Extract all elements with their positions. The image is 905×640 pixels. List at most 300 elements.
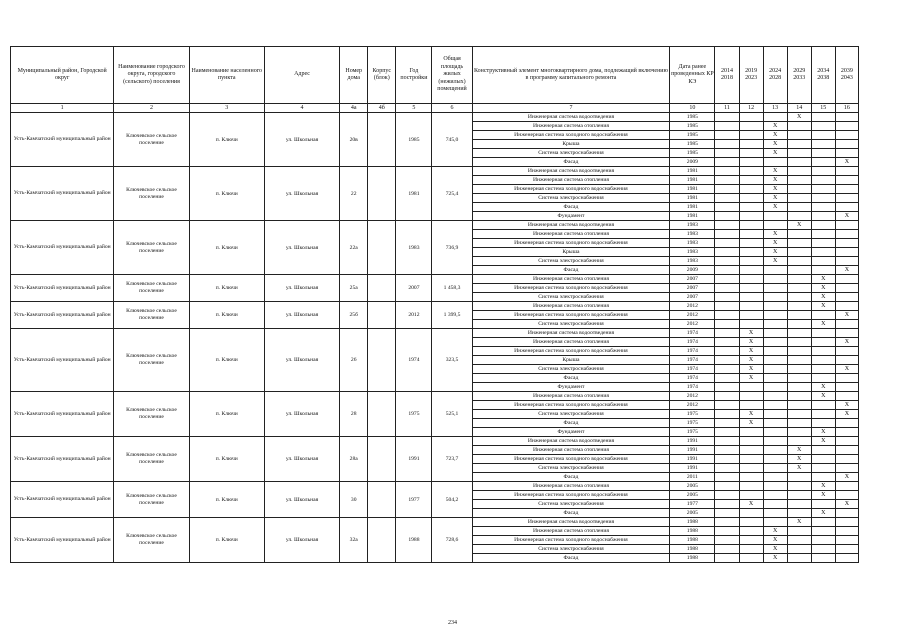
period-cell xyxy=(763,464,787,473)
period-cell xyxy=(739,221,763,230)
address-cell: ул. Школьная xyxy=(264,167,339,221)
period-mark-cell: X xyxy=(763,194,787,203)
prev-date-cell: 2012 xyxy=(670,320,715,329)
column-number: 15 xyxy=(811,104,835,113)
period-mark-cell: X xyxy=(835,365,858,374)
period-cell xyxy=(835,248,858,257)
period-cell xyxy=(739,311,763,320)
period-cell xyxy=(787,383,811,392)
header-row xyxy=(11,47,859,104)
period-cell xyxy=(811,203,835,212)
period-cell xyxy=(787,392,811,401)
period-mark-cell: X xyxy=(739,410,763,419)
period-cell xyxy=(739,401,763,410)
period-cell xyxy=(787,545,811,554)
period-cell xyxy=(787,374,811,383)
element-cell: Инженерная система холодного водоснабжения xyxy=(472,311,670,320)
table-row xyxy=(11,482,859,491)
element-cell: Система электроснабжения xyxy=(472,365,670,374)
prev-date-cell: 1991 xyxy=(670,464,715,473)
period-cell xyxy=(715,230,739,239)
period-cell xyxy=(811,257,835,266)
period-cell xyxy=(715,410,739,419)
period-cell xyxy=(811,122,835,131)
period-cell xyxy=(835,185,858,194)
period-cell xyxy=(811,212,835,221)
prev-date-cell: 1974 xyxy=(670,374,715,383)
settlement-cell: Ключевское сельское поселение xyxy=(114,113,189,167)
period-cell xyxy=(787,527,811,536)
municipal-district-cell: Усть-Камчатский муниципальный район xyxy=(11,221,114,275)
period-mark-cell: X xyxy=(835,500,858,509)
period-cell xyxy=(835,113,858,122)
element-cell: Инженерная система водоотведения xyxy=(472,167,670,176)
period-cell xyxy=(787,122,811,131)
period-cell xyxy=(763,473,787,482)
period-cell xyxy=(811,176,835,185)
period-cell xyxy=(715,509,739,518)
period-cell xyxy=(715,518,739,527)
prev-date-cell: 1975 xyxy=(670,410,715,419)
period-cell xyxy=(811,113,835,122)
period-cell xyxy=(739,293,763,302)
area-cell: 1 458,3 xyxy=(432,275,472,302)
prev-date-cell: 2007 xyxy=(670,293,715,302)
period-mark-cell: X xyxy=(739,356,763,365)
period-cell xyxy=(787,248,811,257)
period-cell xyxy=(715,374,739,383)
table-row xyxy=(11,221,859,230)
period-cell xyxy=(739,302,763,311)
period-cell xyxy=(811,248,835,257)
period-cell xyxy=(835,167,858,176)
settlement-cell: Ключевское сельское поселение xyxy=(114,275,189,302)
period-cell xyxy=(763,356,787,365)
period-cell xyxy=(763,374,787,383)
column-number: 6 xyxy=(432,104,472,113)
prev-date-cell: 2007 xyxy=(670,284,715,293)
period-cell xyxy=(739,446,763,455)
element-cell: Инженерная система отопления xyxy=(472,446,670,455)
period-mark-cell: X xyxy=(763,230,787,239)
period-cell xyxy=(763,437,787,446)
period-mark-cell: X xyxy=(763,257,787,266)
period-cell xyxy=(763,365,787,374)
settlement-cell: Ключевское сельское поселение xyxy=(114,392,189,437)
period-mark-cell: X xyxy=(763,185,787,194)
year-built-cell: 1981 xyxy=(396,167,432,221)
period-cell xyxy=(811,527,835,536)
element-cell: Фасад xyxy=(472,158,670,167)
period-mark-cell: X xyxy=(763,131,787,140)
period-mark-cell: X xyxy=(811,482,835,491)
period-cell xyxy=(787,473,811,482)
period-cell xyxy=(739,140,763,149)
period-mark-cell: X xyxy=(739,329,763,338)
element-cell: Фасад xyxy=(472,509,670,518)
period-cell xyxy=(787,500,811,509)
period-cell xyxy=(715,158,739,167)
period-cell xyxy=(739,545,763,554)
period-cell xyxy=(787,554,811,563)
house-number-cell: 30 xyxy=(340,482,368,518)
period-cell xyxy=(715,266,739,275)
column-number: 14 xyxy=(787,104,811,113)
period-cell xyxy=(835,545,858,554)
period-cell xyxy=(715,491,739,500)
period-cell xyxy=(715,113,739,122)
period-cell xyxy=(715,383,739,392)
period-cell xyxy=(715,176,739,185)
prev-date-cell: 1983 xyxy=(670,239,715,248)
period-mark-cell: X xyxy=(739,338,763,347)
prev-date-cell: 2005 xyxy=(670,482,715,491)
period-cell xyxy=(787,509,811,518)
period-mark-cell: X xyxy=(739,365,763,374)
period-cell xyxy=(787,167,811,176)
building-cell xyxy=(368,275,396,302)
prev-date-cell: 1981 xyxy=(670,203,715,212)
col-prev-date: Дата ранее проведенных КР КЭ xyxy=(670,47,715,104)
period-cell xyxy=(739,464,763,473)
year-built-cell: 1977 xyxy=(396,482,432,518)
year-built-cell: 2012 xyxy=(396,302,432,329)
settlement-cell: Ключевское сельское поселение xyxy=(114,482,189,518)
period-cell xyxy=(763,329,787,338)
period-cell xyxy=(835,230,858,239)
col-area: Общая площадь жилых (нежилых) помещений xyxy=(432,47,472,104)
period-cell xyxy=(787,140,811,149)
period-mark-cell: X xyxy=(763,248,787,257)
period-mark-cell: X xyxy=(763,149,787,158)
period-cell xyxy=(835,275,858,284)
element-cell: Система электроснабжения xyxy=(472,293,670,302)
settlement-cell: Ключевское сельское поселение xyxy=(114,437,189,482)
municipal-district-cell: Усть-Камчатский муниципальный район xyxy=(11,329,114,392)
period-cell xyxy=(715,437,739,446)
capital-repair-table xyxy=(10,46,859,563)
col-locality: Наименование населенного пункта xyxy=(189,47,264,104)
element-cell: Инженерная система водоотведения xyxy=(472,518,670,527)
period-cell xyxy=(715,257,739,266)
address-cell: ул. Школьная xyxy=(264,482,339,518)
period-cell xyxy=(715,338,739,347)
period-cell xyxy=(811,221,835,230)
period-cell xyxy=(811,230,835,239)
period-mark-cell: X xyxy=(763,554,787,563)
locality-cell: п. Ключи xyxy=(189,437,264,482)
period-cell xyxy=(739,230,763,239)
period-mark-cell: X xyxy=(835,410,858,419)
period-cell xyxy=(739,518,763,527)
period-cell xyxy=(811,131,835,140)
col-address: Адрес xyxy=(264,47,339,104)
period-mark-cell: X xyxy=(763,239,787,248)
period-cell xyxy=(835,491,858,500)
prev-date-cell: 1988 xyxy=(670,536,715,545)
period-cell xyxy=(835,347,858,356)
column-number: 7 xyxy=(472,104,670,113)
period-cell xyxy=(739,131,763,140)
period-cell xyxy=(835,176,858,185)
period-cell xyxy=(787,347,811,356)
period-cell xyxy=(787,437,811,446)
locality-cell: п. Ключи xyxy=(189,275,264,302)
column-number: 4а xyxy=(340,104,368,113)
prev-date-cell: 1974 xyxy=(670,383,715,392)
period-cell xyxy=(739,266,763,275)
element-cell: Инженерная система отопления xyxy=(472,176,670,185)
table-row xyxy=(11,302,859,311)
period-cell xyxy=(715,428,739,437)
period-mark-cell: X xyxy=(739,419,763,428)
period-cell xyxy=(811,239,835,248)
locality-cell: п. Ключи xyxy=(189,392,264,437)
period-cell xyxy=(715,167,739,176)
period-cell xyxy=(835,518,858,527)
period-cell xyxy=(715,221,739,230)
year-built-cell: 1983 xyxy=(396,221,432,275)
period-cell xyxy=(787,320,811,329)
period-cell xyxy=(811,365,835,374)
period-cell xyxy=(739,158,763,167)
element-cell: Система электроснабжения xyxy=(472,410,670,419)
period-cell xyxy=(715,401,739,410)
period-mark-cell: X xyxy=(835,158,858,167)
period-cell xyxy=(811,311,835,320)
prev-date-cell: 1983 xyxy=(670,230,715,239)
prev-date-cell: 1975 xyxy=(670,419,715,428)
building-cell xyxy=(368,302,396,329)
area-cell: 725,4 xyxy=(432,167,472,221)
element-cell: Инженерная система отопления xyxy=(472,302,670,311)
period-cell xyxy=(715,365,739,374)
prev-date-cell: 1977 xyxy=(670,500,715,509)
year-built-cell: 1985 xyxy=(396,113,432,167)
period-mark-cell: X xyxy=(763,536,787,545)
period-mark-cell: X xyxy=(811,284,835,293)
period-cell xyxy=(835,239,858,248)
element-cell: Инженерная система холодного водоснабжения xyxy=(472,131,670,140)
period-cell xyxy=(787,266,811,275)
element-cell: Инженерная система холодного водоснабжения xyxy=(472,239,670,248)
period-cell xyxy=(739,212,763,221)
element-cell: Инженерная система холодного водоснабжения xyxy=(472,536,670,545)
period-cell xyxy=(715,356,739,365)
column-number: 16 xyxy=(835,104,858,113)
prev-date-cell: 1985 xyxy=(670,131,715,140)
col-year-built: Год постройки xyxy=(396,47,432,104)
period-cell xyxy=(739,185,763,194)
period-cell xyxy=(739,527,763,536)
period-cell xyxy=(811,158,835,167)
period-cell xyxy=(835,536,858,545)
municipal-district-cell: Усть-Камчатский муниципальный район xyxy=(11,275,114,302)
period-cell xyxy=(739,428,763,437)
period-mark-cell: X xyxy=(811,491,835,500)
period-cell xyxy=(811,401,835,410)
period-cell xyxy=(835,482,858,491)
prev-date-cell: 1991 xyxy=(670,455,715,464)
element-cell: Инженерная система холодного водоснабжения xyxy=(472,455,670,464)
period-cell xyxy=(835,509,858,518)
settlement-cell: Ключевское сельское поселение xyxy=(114,221,189,275)
prev-date-cell: 1974 xyxy=(670,338,715,347)
element-cell: Инженерная система водоотведения xyxy=(472,221,670,230)
period-cell xyxy=(739,437,763,446)
table-row xyxy=(11,437,859,446)
period-cell xyxy=(787,293,811,302)
period-cell xyxy=(787,284,811,293)
period-cell xyxy=(811,185,835,194)
prev-date-cell: 1981 xyxy=(670,194,715,203)
period-cell xyxy=(763,410,787,419)
building-cell xyxy=(368,329,396,392)
period-mark-cell: X xyxy=(811,392,835,401)
period-cell xyxy=(715,536,739,545)
period-mark-cell: X xyxy=(739,500,763,509)
building-cell xyxy=(368,221,396,275)
period-cell xyxy=(715,482,739,491)
column-number: 13 xyxy=(763,104,787,113)
house-number-cell: 22а xyxy=(340,221,368,275)
element-cell: Инженерная система водоотведения xyxy=(472,113,670,122)
element-cell: Инженерная система холодного водоснабжения xyxy=(472,401,670,410)
period-mark-cell: X xyxy=(763,122,787,131)
element-cell: Фасад xyxy=(472,203,670,212)
element-cell: Фасад xyxy=(472,419,670,428)
element-cell: Инженерная система отопления xyxy=(472,392,670,401)
period-cell xyxy=(835,554,858,563)
prev-date-cell: 1981 xyxy=(670,212,715,221)
period-cell xyxy=(787,428,811,437)
period-cell xyxy=(835,464,858,473)
prev-date-cell: 1991 xyxy=(670,446,715,455)
table-row xyxy=(11,113,859,122)
area-cell: 1 399,5 xyxy=(432,302,472,329)
column-number: 4 xyxy=(264,104,339,113)
period-cell xyxy=(763,455,787,464)
period-cell xyxy=(787,419,811,428)
period-cell xyxy=(811,374,835,383)
element-cell: Фундамент xyxy=(472,212,670,221)
period-cell xyxy=(787,302,811,311)
period-mark-cell: X xyxy=(811,509,835,518)
period-cell xyxy=(787,329,811,338)
element-cell: Инженерная система отопления xyxy=(472,122,670,131)
period-cell xyxy=(787,491,811,500)
column-number: 3 xyxy=(189,104,264,113)
element-cell: Инженерная система холодного водоснабжения xyxy=(472,284,670,293)
period-cell xyxy=(835,419,858,428)
period-cell xyxy=(739,320,763,329)
period-cell xyxy=(835,131,858,140)
period-cell xyxy=(787,131,811,140)
period-cell xyxy=(763,311,787,320)
element-cell: Фасад xyxy=(472,554,670,563)
year-built-cell: 1991 xyxy=(396,437,432,482)
area-cell: 723,7 xyxy=(432,437,472,482)
table-row xyxy=(11,329,859,338)
prev-date-cell: 1983 xyxy=(670,221,715,230)
area-cell: 745,0 xyxy=(432,113,472,167)
locality-cell: п. Ключи xyxy=(189,113,264,167)
period-cell xyxy=(715,419,739,428)
period-cell xyxy=(763,338,787,347)
area-cell: 323,5 xyxy=(432,329,472,392)
period-cell xyxy=(811,140,835,149)
col-element: Конструктивный элемент многоквартирного дома, подлежащий включению в программу капитального ремонта xyxy=(472,47,670,104)
col-period: 2029 2033 xyxy=(787,47,811,104)
prev-date-cell: 1988 xyxy=(670,527,715,536)
area-cell: 736,9 xyxy=(432,221,472,275)
column-number-row xyxy=(11,104,859,113)
period-cell xyxy=(715,392,739,401)
period-cell xyxy=(715,131,739,140)
period-cell xyxy=(787,482,811,491)
period-cell xyxy=(787,410,811,419)
building-cell xyxy=(368,392,396,437)
period-cell xyxy=(835,383,858,392)
col-period: 2014 2018 xyxy=(715,47,739,104)
prev-date-cell: 1974 xyxy=(670,356,715,365)
period-cell xyxy=(715,500,739,509)
period-cell xyxy=(835,302,858,311)
element-cell: Крыша xyxy=(472,356,670,365)
period-mark-cell: X xyxy=(787,221,811,230)
period-cell xyxy=(835,122,858,131)
house-number-cell: 32а xyxy=(340,518,368,563)
period-cell xyxy=(739,176,763,185)
area-cell: 728,6 xyxy=(432,518,472,563)
period-mark-cell: X xyxy=(787,464,811,473)
period-cell xyxy=(835,356,858,365)
period-cell xyxy=(715,149,739,158)
address-cell: ул. Школьная xyxy=(264,518,339,563)
period-cell xyxy=(835,392,858,401)
period-mark-cell: X xyxy=(763,203,787,212)
prev-date-cell: 1981 xyxy=(670,176,715,185)
element-cell: Система электроснабжения xyxy=(472,257,670,266)
prev-date-cell: 1988 xyxy=(670,545,715,554)
period-cell xyxy=(715,212,739,221)
element-cell: Фасад xyxy=(472,473,670,482)
period-mark-cell: X xyxy=(811,275,835,284)
period-cell xyxy=(787,401,811,410)
period-cell xyxy=(835,527,858,536)
period-cell xyxy=(787,257,811,266)
period-cell xyxy=(715,284,739,293)
period-cell xyxy=(811,266,835,275)
period-cell xyxy=(715,239,739,248)
period-cell xyxy=(787,149,811,158)
period-mark-cell: X xyxy=(763,527,787,536)
element-cell: Фасад xyxy=(472,266,670,275)
period-cell xyxy=(811,518,835,527)
address-cell: ул. Школьная xyxy=(264,392,339,437)
period-cell xyxy=(811,329,835,338)
table-row xyxy=(11,392,859,401)
element-cell: Система электроснабжения xyxy=(472,500,670,509)
house-number-cell: 25б xyxy=(340,302,368,329)
house-number-cell: 25а xyxy=(340,275,368,302)
period-cell xyxy=(763,428,787,437)
column-number: 12 xyxy=(739,104,763,113)
period-cell xyxy=(715,275,739,284)
period-cell xyxy=(811,473,835,482)
period-cell xyxy=(787,230,811,239)
element-cell: Инженерная система водоотведения xyxy=(472,329,670,338)
